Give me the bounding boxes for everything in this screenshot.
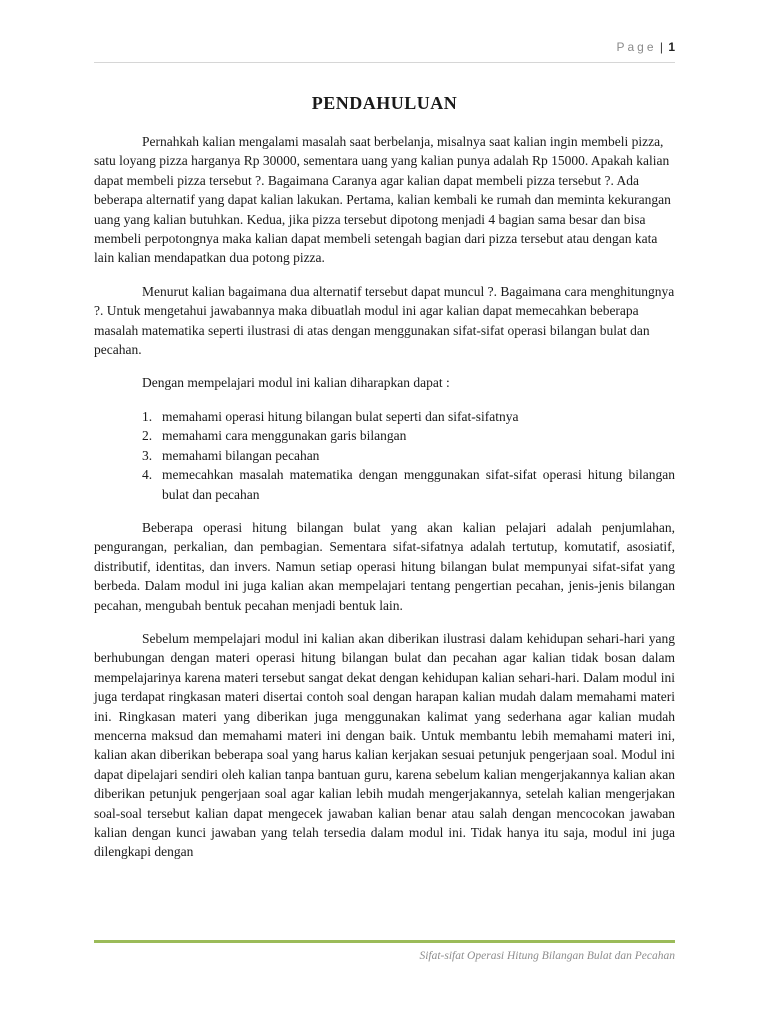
objectives-list xyxy=(94,407,675,504)
footer-text: Sifat-sifat Operasi Hitung Bilangan Bulat dan Pecahan xyxy=(419,950,675,962)
list-item-text: memecahkan masalah matematika dengan menggunakan sifat-sifat operasi hitung bilangan bulat dan pecahan xyxy=(162,467,675,502)
objectives-intro: Dengan mempelajari modul ini kalian diharapkan dapat : xyxy=(142,375,450,391)
list-item-text: memahami cara menggunakan garis bilangan xyxy=(162,428,407,444)
list-item xyxy=(142,465,675,504)
list-item-number: 2. xyxy=(142,428,153,444)
page-number: 1 xyxy=(668,40,675,54)
list-item-number: 4. xyxy=(142,467,153,483)
list-item-number: 3. xyxy=(142,447,153,463)
list-item xyxy=(142,446,675,465)
page-header xyxy=(94,40,675,63)
list-item xyxy=(142,407,675,426)
list-item xyxy=(142,426,675,445)
document-title: PENDAHULUAN xyxy=(311,93,458,113)
document-body xyxy=(94,86,675,876)
footer-rule xyxy=(94,940,675,943)
list-item-text: memahami operasi hitung bilangan bulat seperti dan sifat-sifatnya xyxy=(162,408,519,424)
operations-paragraph: Beberapa operasi hitung bilangan bulat yang akan kalian pelajari adalah penjumlahan, pengurangan, perkalian, dan pembagian. Sementara sifat-sifatnya adalah tertutup, komutatif, asosiatif, distributif, identitas, dan invers. Namun setiap operasi hitung bilangan bulat mempunyai sifat-sifat yang berbeda. Dalam modul ini juga kalian akan mempelajari tentang pengertian pecahan, jenis-jenis bilangan pecahan, mengubah bentuk pecahan menjadi bentuk lain. xyxy=(94,519,675,613)
page-separator: | xyxy=(659,40,663,54)
page-label: Page xyxy=(616,40,657,54)
intro-paragraph: Pernahkah kalian mengalami masalah saat berbelanja, misalnya saat kalian ingin membeli pizza, satu loyang pizza harganya Rp 30000, sementara uang yang kalian punya adalah Rp 15000. Apakah kalian dapat membeli pizza tersebut ?. Bagaimana Caranya agar kalian dapat membeli pizza tersebut ?. Ada beberapa alternatif yang dapat kalian lakukan. Pertama, kalian kembali ke rumah dan meminta kekurangan uang yang kalian butuhkan. Kedua, jika pizza tersebut dipotong menjadi 4 bagian sama besar dan bisa membeli perpotongnya maka kalian dapat membeli setengah bagian dari pizza tersebut atau dengan kata lain kalian mendapatkan dua potong pizza. xyxy=(94,134,671,266)
module-description-paragraph: Sebelum mempelajari modul ini kalian akan diberikan ilustrasi dalam kehidupan sehari-hari yang berhubungan dengan materi operasi hitung bilangan bulat dan pecahan agar kalian tidak bosan dalam mempelajarinya karena materi tersebut sangat dekat dengan kehidupan kalian sehari-hari. Dalam modul ini juga terdapat ringkasan materi disertai contoh soal dengan harapan kalian mudah dalam memahami materi ini. Ringkasan materi yang diberikan juga menggunakan kalimat yang sederhana agar kalian mudah mencerna maksud dan memahami materi ini dengan baik. Untuk membantu lebih memahami materi ini, kalian akan diberikan beberapa soal yang harus kalian kerjakan sesuai petunjuk pengerjaan soal. Modul ini dapat dipelajari sendiri oleh kalian tanpa bantuan guru, karena sebelum kalian mengerjakannya kalian akan diberikan petunjuk pengerjaan soal agar kalian lebih mudah mengerjakannya, setelah kalian mengerjakan soal-soal tersebut kalian dapat mengecek jawaban kalian benar atau salah dengan mencocokan jawaban kalian dengan kunci jawaban yang telah tersedia dalam modul ini. Tidak hanya itu saja, modul ini juga dilengkapi dengan xyxy=(94,630,675,860)
list-item-number: 1. xyxy=(142,408,153,424)
question-paragraph: Menurut kalian bagaimana dua alternatif tersebut dapat muncul ?. Bagaimana cara menghitungnya ?. Untuk mengetahui jawabannya maka dibuatlah modul ini agar kalian dapat memecahkan beberapa masalah matematika seperti ilustrasi di atas dengan menggunakan sifat-sifat operasi bilangan bulat dan pecahan. xyxy=(94,283,675,358)
list-item-text: memahami bilangan pecahan xyxy=(162,447,320,463)
